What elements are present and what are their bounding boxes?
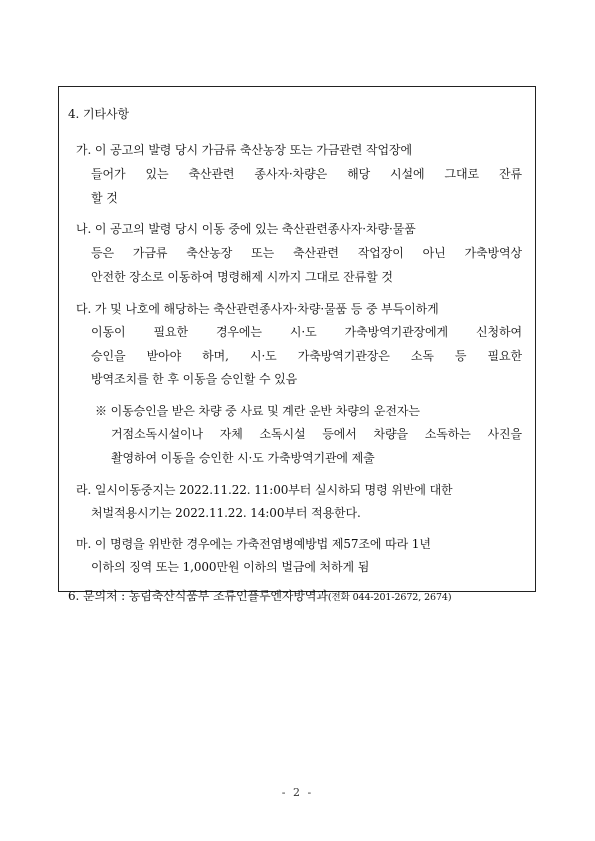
item-na-line-3: 안전한 장소로 이동하여 명령해제 시까지 그대로 잔류할 것 (91, 270, 393, 284)
contact-line (68, 588, 451, 606)
contact-label: 6. 문의처 : 농림축산식품부 조류인플루엔자방역과 (68, 589, 328, 603)
section-heading: 4. 기타사항 (68, 107, 129, 121)
contact-phone: (전화 044-201-2672, 2674) (327, 592, 452, 603)
item-ga-line-1: 가. 이 공고의 발령 당시 가금류 축산농장 또는 가금관련 작업장에 (76, 143, 412, 157)
item-ma-line-2: 이하의 징역 또는 1,000만원 이하의 벌금에 처하게 됨 (91, 560, 370, 574)
item-ra-line-1: 라. 일시이동중지는 2022.11.22. 11:00부터 실시하되 명령 위반에 대한 (76, 483, 453, 497)
note-line-3: 촬영하여 이동을 승인한 시·도 가축방역기관에 제출 (111, 451, 375, 465)
item-ra-line-2: 처벌적용시기는 2022.11.22. 14:00부터 적용한다. (91, 506, 361, 520)
item-da-line-1: 다. 가 및 나호에 해당하는 축산관련종사자·차량·물품 등 중 부득이하게 (76, 302, 439, 316)
item-na-line-2: 등은 가금류 축산농장 또는 축산관련 작업장이 아닌 가축방역상 (91, 246, 522, 260)
item-na-line-1: 나. 이 공고의 발령 당시 이동 중에 있는 축산관련종사자·차량·물품 (76, 222, 416, 236)
item-da-line-4: 방역조치를 한 후 이동을 승인할 수 있음 (91, 372, 298, 386)
note-line-2: 거점소독시설이나 자체 소독시설 등에서 차량을 소독하는 사진을 (111, 427, 522, 441)
note-line-1: ※ 이동승인을 받은 차량 중 사료 및 계란 운반 차량의 운전자는 (95, 404, 420, 418)
item-da-line-3: 승인을 받아야 하며, 시·도 가축방역기관장은 소독 등 필요한 (91, 349, 522, 363)
item-ma-line-1: 마. 이 명령을 위반한 경우에는 가축전염병예방법 제57조에 따라 1년 (76, 537, 431, 551)
item-ga-line-3: 할 것 (91, 191, 118, 205)
item-da-line-2: 이동이 필요한 경우에는 시·도 가축방역기관장에게 신청하여 (91, 325, 522, 339)
page-number: - 2 - (281, 786, 314, 799)
item-ga-line-2: 들어가 있는 축산관련 종사자·차량은 해당 시설에 그대로 잔류 (91, 167, 522, 181)
